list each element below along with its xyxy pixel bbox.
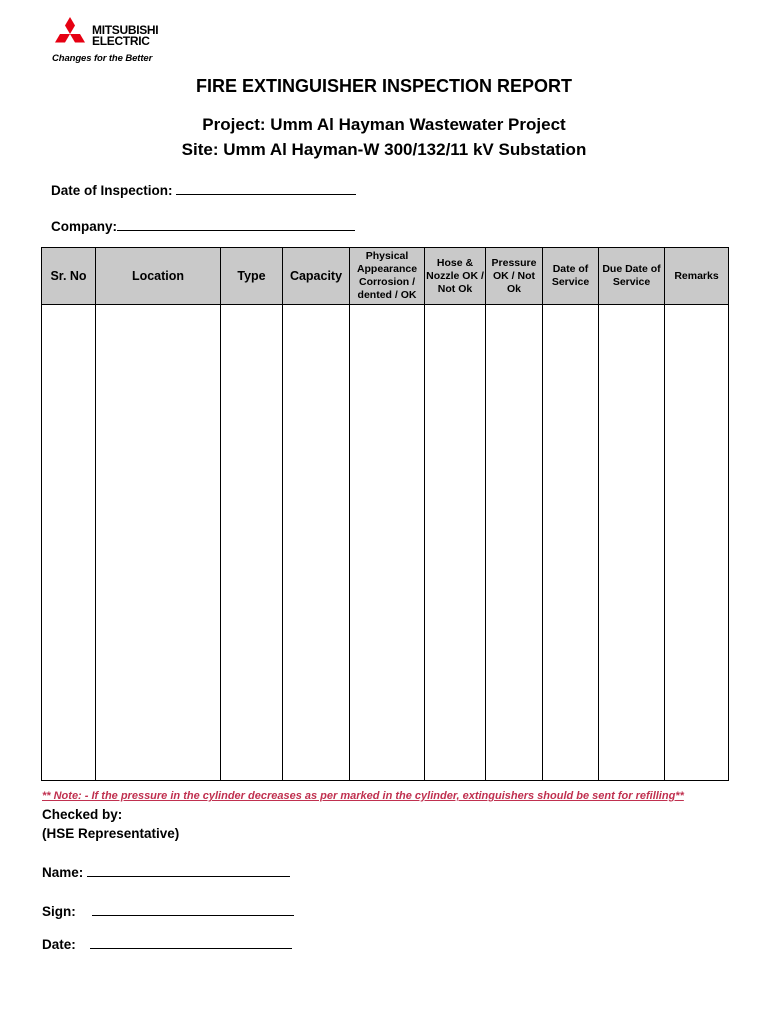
cell-location[interactable] bbox=[96, 305, 221, 781]
company-logo bbox=[52, 16, 177, 66]
company-field bbox=[51, 218, 355, 234]
cell-remarks[interactable] bbox=[665, 305, 729, 781]
header-type: Type bbox=[221, 248, 283, 305]
header-physical-appearance: Physical Appearance Corrosion / dented / OK bbox=[350, 248, 425, 305]
table-header-row bbox=[42, 248, 729, 305]
report-title: FIRE EXTINGUISHER INSPECTION REPORT bbox=[195, 76, 573, 96]
date-of-inspection-blank[interactable] bbox=[176, 182, 356, 195]
refilling-note: ** Note: - If the pressure in the cylinder decreases as per marked in the cylinder, extinguishers should be sent for refilling** bbox=[42, 790, 684, 802]
brand-line-2: ELECTRIC bbox=[92, 34, 150, 48]
name-blank[interactable] bbox=[87, 864, 290, 877]
table-row bbox=[42, 305, 729, 781]
company-label: Company: bbox=[51, 219, 118, 234]
hse-representative-label: (HSE Representative) bbox=[42, 826, 180, 841]
cell-physical-appearance[interactable] bbox=[350, 305, 425, 781]
date-of-inspection-field bbox=[51, 182, 356, 198]
brand-line-1: MITSUBISHI bbox=[92, 23, 159, 37]
three-diamonds-logo-icon bbox=[52, 16, 88, 52]
inspection-table bbox=[41, 247, 729, 781]
sign-field bbox=[42, 903, 294, 919]
brand-tagline: Changes for the Better bbox=[52, 53, 153, 64]
date-blank[interactable] bbox=[90, 936, 292, 949]
date-field bbox=[42, 936, 292, 952]
sign-blank[interactable] bbox=[92, 903, 294, 916]
sign-label: Sign: bbox=[42, 904, 76, 919]
header-sr-no: Sr. No bbox=[42, 248, 96, 305]
header-pressure: Pressure OK / Not Ok bbox=[486, 248, 543, 305]
cell-capacity[interactable] bbox=[283, 305, 350, 781]
cell-type[interactable] bbox=[221, 305, 283, 781]
cell-hose-nozzle[interactable] bbox=[425, 305, 486, 781]
header-location: Location bbox=[96, 248, 221, 305]
cell-sr-no[interactable] bbox=[42, 305, 96, 781]
cell-date-of-service[interactable] bbox=[543, 305, 599, 781]
date-of-inspection-label: Date of Inspection: bbox=[51, 183, 173, 198]
header-due-date-of-service: Due Date of Service bbox=[599, 248, 665, 305]
date-label: Date: bbox=[42, 937, 76, 952]
header-remarks: Remarks bbox=[665, 248, 729, 305]
header-hose-nozzle: Hose & Nozzle OK / Not Ok bbox=[425, 248, 486, 305]
checked-by-label: Checked by: bbox=[42, 807, 123, 822]
cell-due-date-of-service[interactable] bbox=[599, 305, 665, 781]
brand-name bbox=[92, 25, 158, 47]
company-blank[interactable] bbox=[117, 218, 355, 231]
name-label: Name: bbox=[42, 865, 84, 880]
name-field bbox=[42, 864, 290, 880]
cell-pressure[interactable] bbox=[486, 305, 543, 781]
header-date-of-service: Date of Service bbox=[543, 248, 599, 305]
header-capacity: Capacity bbox=[283, 248, 350, 305]
project-line: Project: Umm Al Hayman Wastewater Project bbox=[202, 115, 566, 134]
site-line: Site: Umm Al Hayman-W 300/132/11 kV Substation bbox=[181, 140, 587, 159]
